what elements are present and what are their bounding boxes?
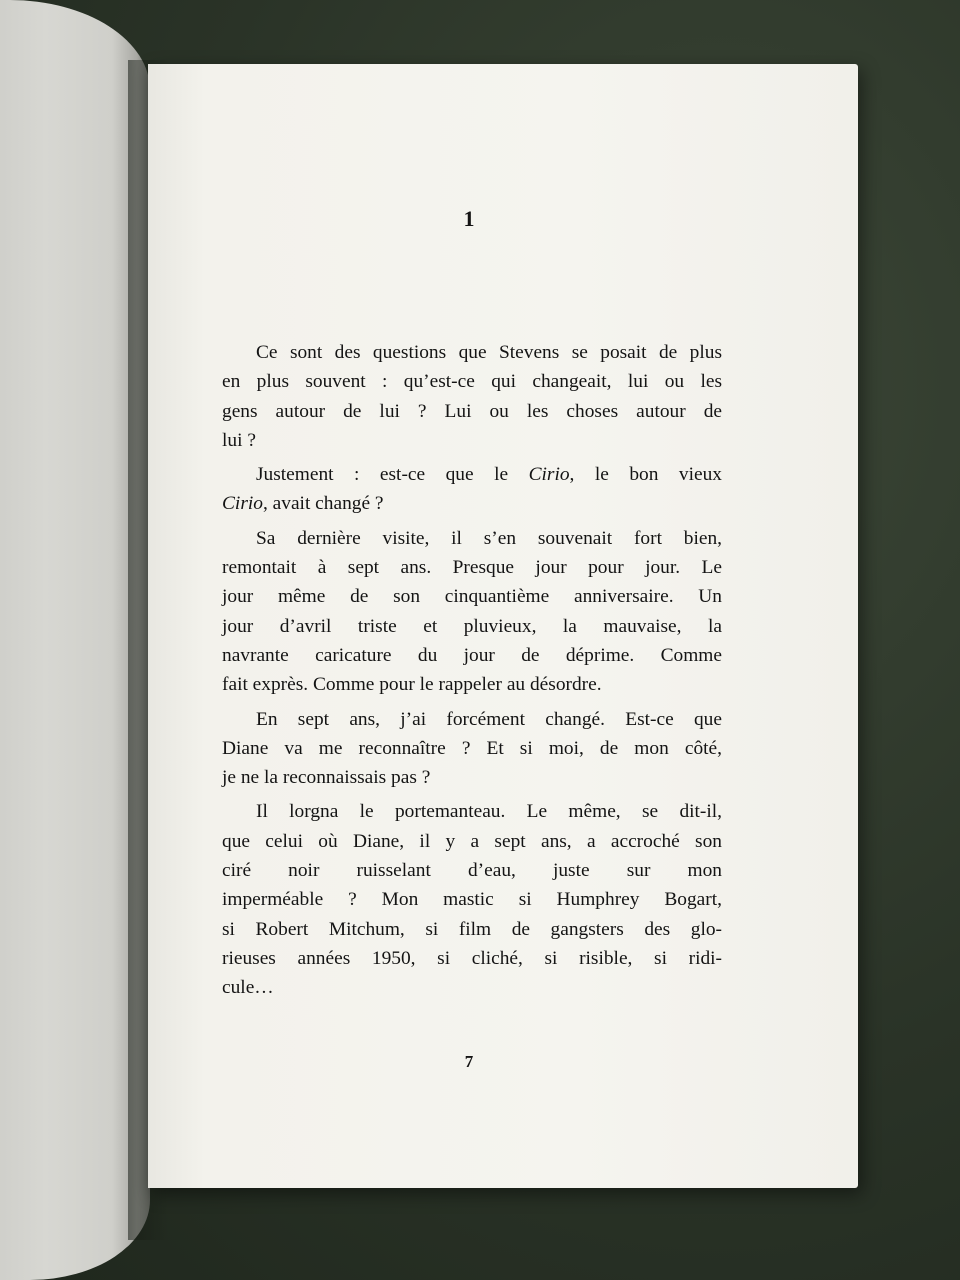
italic-title: Cirio <box>222 493 263 515</box>
text-line: je ne la reconnaissais pas ? <box>222 767 431 789</box>
text-line: jour d’avril triste et pluvieux, la mauvaise, la <box>222 615 722 637</box>
paragraph <box>222 797 722 1002</box>
text-line: ciré noir ruisselant d’eau, juste sur mon <box>222 860 722 882</box>
paragraph <box>222 705 722 793</box>
left-page-text-fragment <box>0 1032 20 1050</box>
text-line: lui ? <box>222 429 256 451</box>
text-line: En sept ans, j’ai forcément changé. Est-ce que <box>256 708 722 730</box>
text-line: fait exprès. Comme pour le rappeler au désordre. <box>222 674 602 696</box>
body-text <box>222 338 722 1008</box>
text-line: cule… <box>222 977 274 999</box>
text-line <box>222 460 722 489</box>
text-line: imperméable ? Mon mastic si Humphrey Bogart, <box>222 889 722 911</box>
text-line: si Robert Mitchum, si film de gangsters des glo- <box>222 918 722 940</box>
text-line: rieuses années 1950, si cliché, si risible, si ridi- <box>222 947 722 969</box>
right-page <box>148 64 858 1188</box>
paragraph <box>222 338 722 455</box>
chapter-number: 1 <box>463 206 475 231</box>
text-line: Ce sont des questions que Stevens se posait de plus <box>256 342 722 363</box>
text-line: gens autour de lui ? Lui ou les choses autour de <box>222 400 722 422</box>
text-line <box>222 489 722 518</box>
text-line: jour même de son cinquantième anniversaire. Un <box>222 586 722 608</box>
text-line: en plus souvent : qu’est-ce qui changeait, lui ou les <box>222 371 722 393</box>
italic-title: Cirio <box>528 464 570 486</box>
paragraph <box>222 460 722 519</box>
page-number: 7 <box>464 1052 474 1071</box>
text-line: Diane va me reconnaître ? Et si moi, de mon côté, <box>222 737 722 759</box>
text-line: remontait à sept ans. Presque jour pour jour. Le <box>222 557 722 579</box>
text-run: , le bon vieux <box>569 464 722 486</box>
text-line: que celui où Diane, il y a sept ans, a accroché son <box>222 830 722 852</box>
text-run: , avait changé ? <box>262 493 384 515</box>
text-line: navrante caricature du jour de déprime. Comme <box>222 644 722 666</box>
text-line: Il lorgna le portemanteau. Le même, se dit-il, <box>256 801 722 823</box>
text-line: Sa dernière visite, il s’en souvenait fort bien, <box>256 527 722 549</box>
text-run: Justement : est-ce que le <box>256 464 529 486</box>
paragraph <box>222 524 722 700</box>
